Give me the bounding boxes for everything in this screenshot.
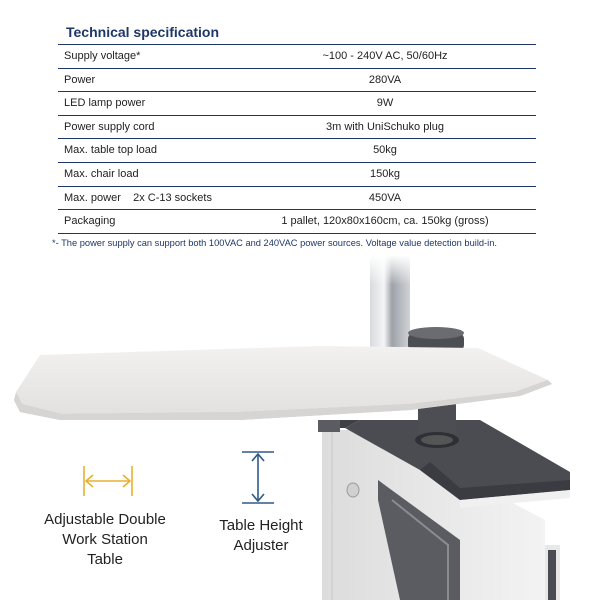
caption-line: Table Height bbox=[219, 517, 303, 534]
caption-height-adjuster bbox=[196, 516, 326, 556]
spec-label: Power supply cord bbox=[64, 120, 155, 133]
table-top bbox=[14, 346, 552, 432]
spec-value: 1 pallet, 120x80x160cm, ca. 150kg (gross) bbox=[281, 215, 489, 228]
spec-label: Power bbox=[64, 73, 96, 86]
spec-label: Max. table top load bbox=[64, 144, 157, 157]
spec-value: 280VA bbox=[368, 73, 402, 86]
spec-value: 9W bbox=[376, 97, 394, 110]
caption-line: Work Station bbox=[62, 531, 148, 548]
caption-line: Table bbox=[87, 551, 123, 568]
caption-line: Adjuster bbox=[233, 537, 289, 554]
width-arrow-icon bbox=[84, 466, 132, 496]
spec-value: 50kg bbox=[373, 144, 397, 157]
caption-line: Adjustable Double bbox=[44, 511, 166, 528]
height-arrow-icon bbox=[242, 452, 274, 503]
vertical-pole bbox=[370, 255, 410, 347]
spec-value: ~100 - 240V AC, 50/60Hz bbox=[322, 50, 448, 62]
spec-label: Max. chair load bbox=[64, 167, 139, 180]
spec-value: 150kg bbox=[370, 167, 400, 180]
spec-label: Supply voltage* bbox=[64, 50, 141, 62]
caption-double-workstation bbox=[30, 510, 180, 570]
spec-value: 3m with UniSchuko plug bbox=[325, 120, 444, 133]
spec-title: Technical specification bbox=[66, 24, 220, 40]
spec-label: LED lamp power bbox=[64, 97, 146, 110]
spec-value: 450VA bbox=[368, 191, 402, 204]
spec-footnote: *- The power supply can support both 100VAC and 240VAC power sources. Voltage value detection build-in. bbox=[52, 238, 497, 248]
spec-label: Max. power 2x C-13 sockets bbox=[64, 191, 212, 204]
spec-label: Packaging bbox=[64, 215, 116, 228]
